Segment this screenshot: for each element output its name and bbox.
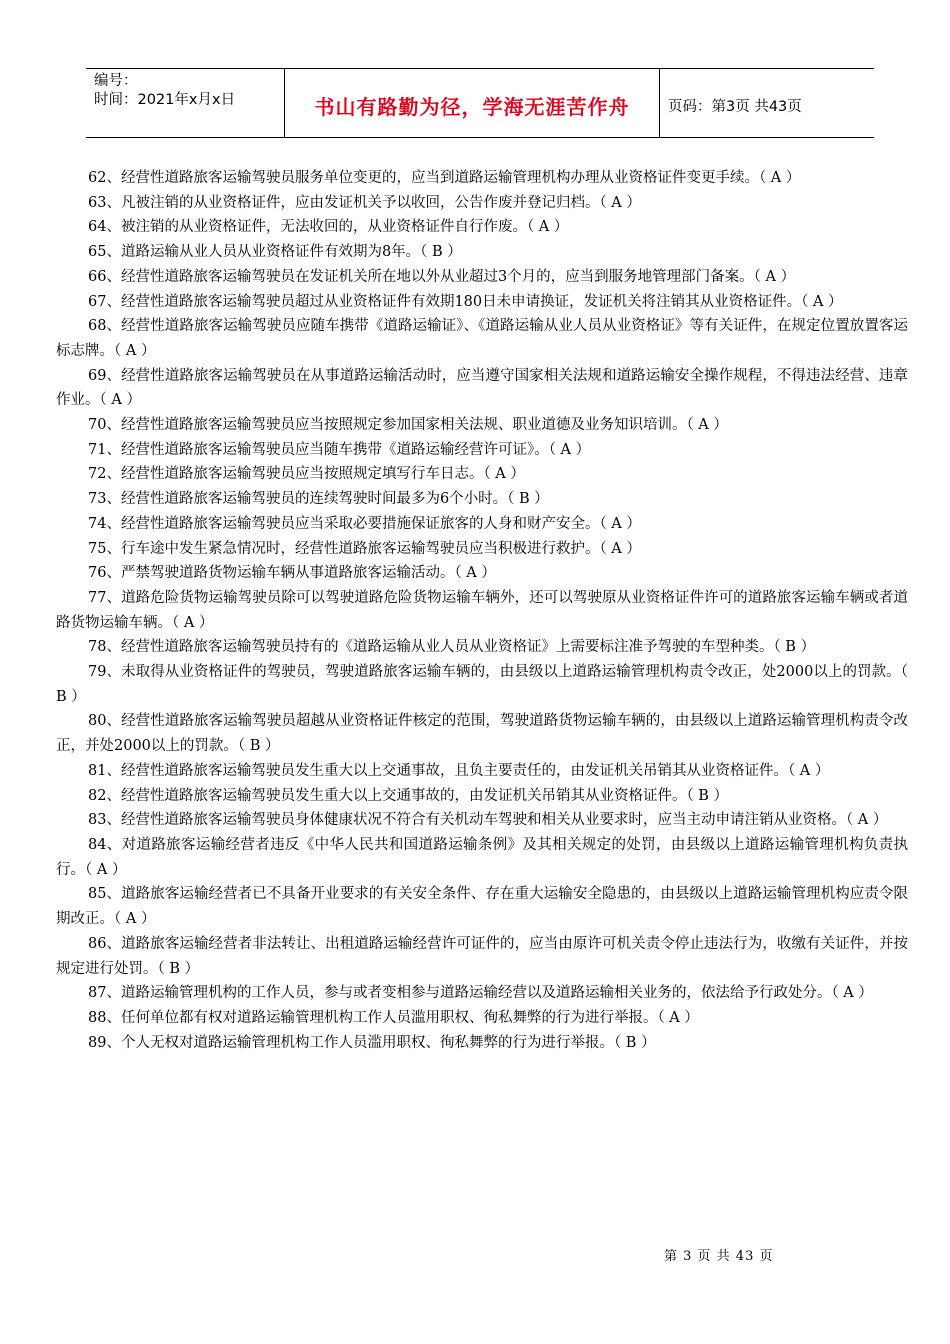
question-item: 68、经营性道路旅客运输驾驶员应随车携带《道路运输证》、《道路运输从业人员从业资格证》等有关证件，在规定位置放置客运标志牌。（ A ） xyxy=(56,318,908,359)
header-motto-cell xyxy=(285,69,660,137)
question-item: 84、对道路旅客运输经营者违反《中华人民共和国道路运输条例》及其相关规定的处罚，由县级以上道路运输管理机构负责执行。（ A ） xyxy=(56,836,908,878)
question-item: 88、任何单位都有权对道路运输管理机构工作人员滥用职权、徇私舞弊的行为进行举报。（ A ） xyxy=(88,1009,699,1026)
question-item: 89、个人无权对道路运输管理机构工作人员滥用职权、徇私舞弊的行为进行举报。（ B ） xyxy=(88,1034,656,1051)
question-item: 65、道路运输从业人员从业资格证件有效期为8年。（ B ） xyxy=(88,244,462,261)
question-item: 82、经营性道路旅客运输驾驶员发生重大以上交通事故的，由发证机关吊销其从业资格证件。（ B ） xyxy=(88,787,729,804)
question-item: 83、经营性道路旅客运输驾驶员身体健康状况不符合有关机动车驾驶和相关从业要求时，应当主动申请注销从业资格。（ A ） xyxy=(88,812,888,829)
question-item: 62、经营性道路旅客运输驾驶员服务单位变更的，应当到道路运输管理机构办理从业资格证件变更手续。（ A ） xyxy=(88,170,801,186)
question-item: 81、经营性道路旅客运输驾驶员发生重大以上交通事故，且负主要责任的，由发证机关吊销其从业资格证件。（ A ） xyxy=(88,762,830,779)
question-item: 79、未取得从业资格证件的驾驶员，驾驶道路旅客运输车辆的，由县级以上道路运输管理机构责令改正，处2000以上的罚款。（ B ） xyxy=(56,664,908,705)
question-item: 85、道路旅客运输经营者已不具备开业要求的有关安全条件、存在重大运输安全隐患的，由县级以上道路运输管理机构应责令限期改正。（ A ） xyxy=(56,886,908,928)
page-footer: 第 3 页 共 43 页 xyxy=(664,1249,774,1264)
question-item: 86、道路旅客运输经营者非法转让、出租道路运输经营许可证件的，应当由原许可机关责令停止违法行为，收缴有关证件，并按规定进行处罚。（ B ） xyxy=(56,935,908,977)
question-item: 87、道路运输管理机构的工作人员，参与或者变相参与道路运输经营以及道路运输相关业务的，依法给予行政处分。（ A ） xyxy=(88,985,873,1002)
time-label: 时间：2021年x月x日 xyxy=(94,92,236,108)
question-item: 74、经营性道路旅客运输驾驶员应当采取必要措施保证旅客的人身和财产安全。（ A ） xyxy=(88,515,641,532)
question-item: 63、凡被注销的从业资格证件，应由发证机关予以收回，公告作废并登记归档。（ A ） xyxy=(88,194,641,211)
question-item: 71、经营性道路旅客运输驾驶员应当随车携带《道路运输经营许可证》。（ A ） xyxy=(88,441,591,458)
question-list xyxy=(56,166,908,1055)
motto-text: 书山有路勤为径，学海无涯苦作舟 xyxy=(314,94,630,119)
question-item: 67、经营性道路旅客运输驾驶员超过从业资格证件有效期180日未申请换证，发证机关将注销其从业资格证件。（ A ） xyxy=(88,293,843,310)
question-item: 75、行车途中发生紧急情况时，经营性道路旅客运输驾驶员应当积极进行救护。（ A ） xyxy=(88,540,641,557)
question-item: 77、道路危险货物运输驾驶员除可以驾驶道路危险货物运输车辆外，还可以驾驶原从业资格证件许可的道路旅客运输车辆或者道路货物运输车辆。（ A ） xyxy=(56,589,908,631)
header-meta-cell xyxy=(86,69,285,137)
question-item: 80、经营性道路旅客运输驾驶员超越从业资格证件核定的范围，驾驶道路货物运输车辆的，由县级以上道路运输管理机构责令改正，并处2000以上的罚款。（ B ） xyxy=(56,713,908,755)
question-item: 73、经营性道路旅客运输驾驶员的连续驾驶时间最多为6个小时。（ B ） xyxy=(88,491,549,508)
page-label: 页码：第3页 共43页 xyxy=(668,98,802,115)
question-item: 72、经营性道路旅客运输驾驶员应当按照规定填写行车日志。（ A ） xyxy=(88,466,525,483)
question-item: 70、经营性道路旅客运输驾驶员应当按照规定参加国家相关法规、职业道德及业务知识培训。（ A ） xyxy=(88,417,728,434)
question-item: 76、严禁驾驶道路货物运输车辆从事道路旅客运输活动。（ A ） xyxy=(88,565,496,582)
question-item: 66、经营性道路旅客运输驾驶员在发证机关所在地以外从业超过3个月的，应当到服务地管理部门备案。（ A ） xyxy=(88,268,796,285)
question-item: 64、被注销的从业资格证件，无法收回的，从业资格证件自行作废。（ A ） xyxy=(88,219,569,236)
question-item: 78、经营性道路旅客运输驾驶员持有的《道路运输从业人员从业资格证》上需要标注准予驾驶的车型种类。（ B ） xyxy=(88,639,816,656)
page-header xyxy=(86,68,874,138)
header-page-cell xyxy=(660,69,874,137)
number-label: 编号： xyxy=(94,73,138,89)
question-item: 69、经营性道路旅客运输驾驶员在从事道路运输活动时，应当遵守国家相关法规和道路运输安全操作规程，不得违法经营、违章作业。（ A ） xyxy=(56,367,908,409)
